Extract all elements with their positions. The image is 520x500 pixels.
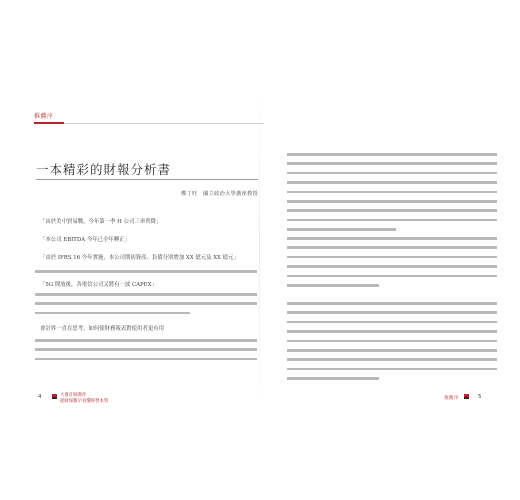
section-tag: 推薦序	[34, 113, 54, 120]
flag-mark	[464, 394, 469, 399]
text-block	[35, 339, 257, 367]
text-block	[287, 153, 497, 238]
text-block	[287, 237, 497, 293]
quote-line: 「5G 開放後，各電信公司又將有一波 CAPEX」	[40, 282, 157, 288]
section-rule	[34, 123, 264, 124]
text-block	[287, 302, 497, 387]
book-name	[60, 393, 108, 405]
flag-mark	[52, 394, 57, 399]
book-name-line: 從財報數字看懂經營本質	[60, 399, 109, 404]
running-head: 推薦序	[444, 396, 459, 401]
book-name-line: 大會計師教你	[60, 393, 87, 398]
title-underline	[36, 179, 258, 180]
quote-line: 「本公司 EBITDA 今年已全年轉正」	[40, 237, 130, 243]
page-gutter	[259, 86, 260, 412]
page-number: 5	[478, 394, 482, 400]
page-number: 4	[38, 394, 42, 400]
quote-line: 「由於 IFRS 16 今年實施，本公司期初資產、負債分別增加 XX 億元及 XX 億元」	[40, 255, 239, 261]
author-byline: 鄭丁旺 國立政治大學講座教授	[181, 191, 258, 197]
paragraph-start: 會計界一直在思考，如何使財務報表對使用者更有用	[40, 326, 164, 332]
text-block	[35, 293, 257, 321]
section-rule-accent	[34, 122, 64, 124]
page-title: 一本精彩的財報分析書	[36, 162, 172, 177]
quote-line: 「由於美中貿易戰，今年第一季 H 公司三率齊降」	[40, 219, 162, 225]
text-block	[35, 270, 257, 279]
